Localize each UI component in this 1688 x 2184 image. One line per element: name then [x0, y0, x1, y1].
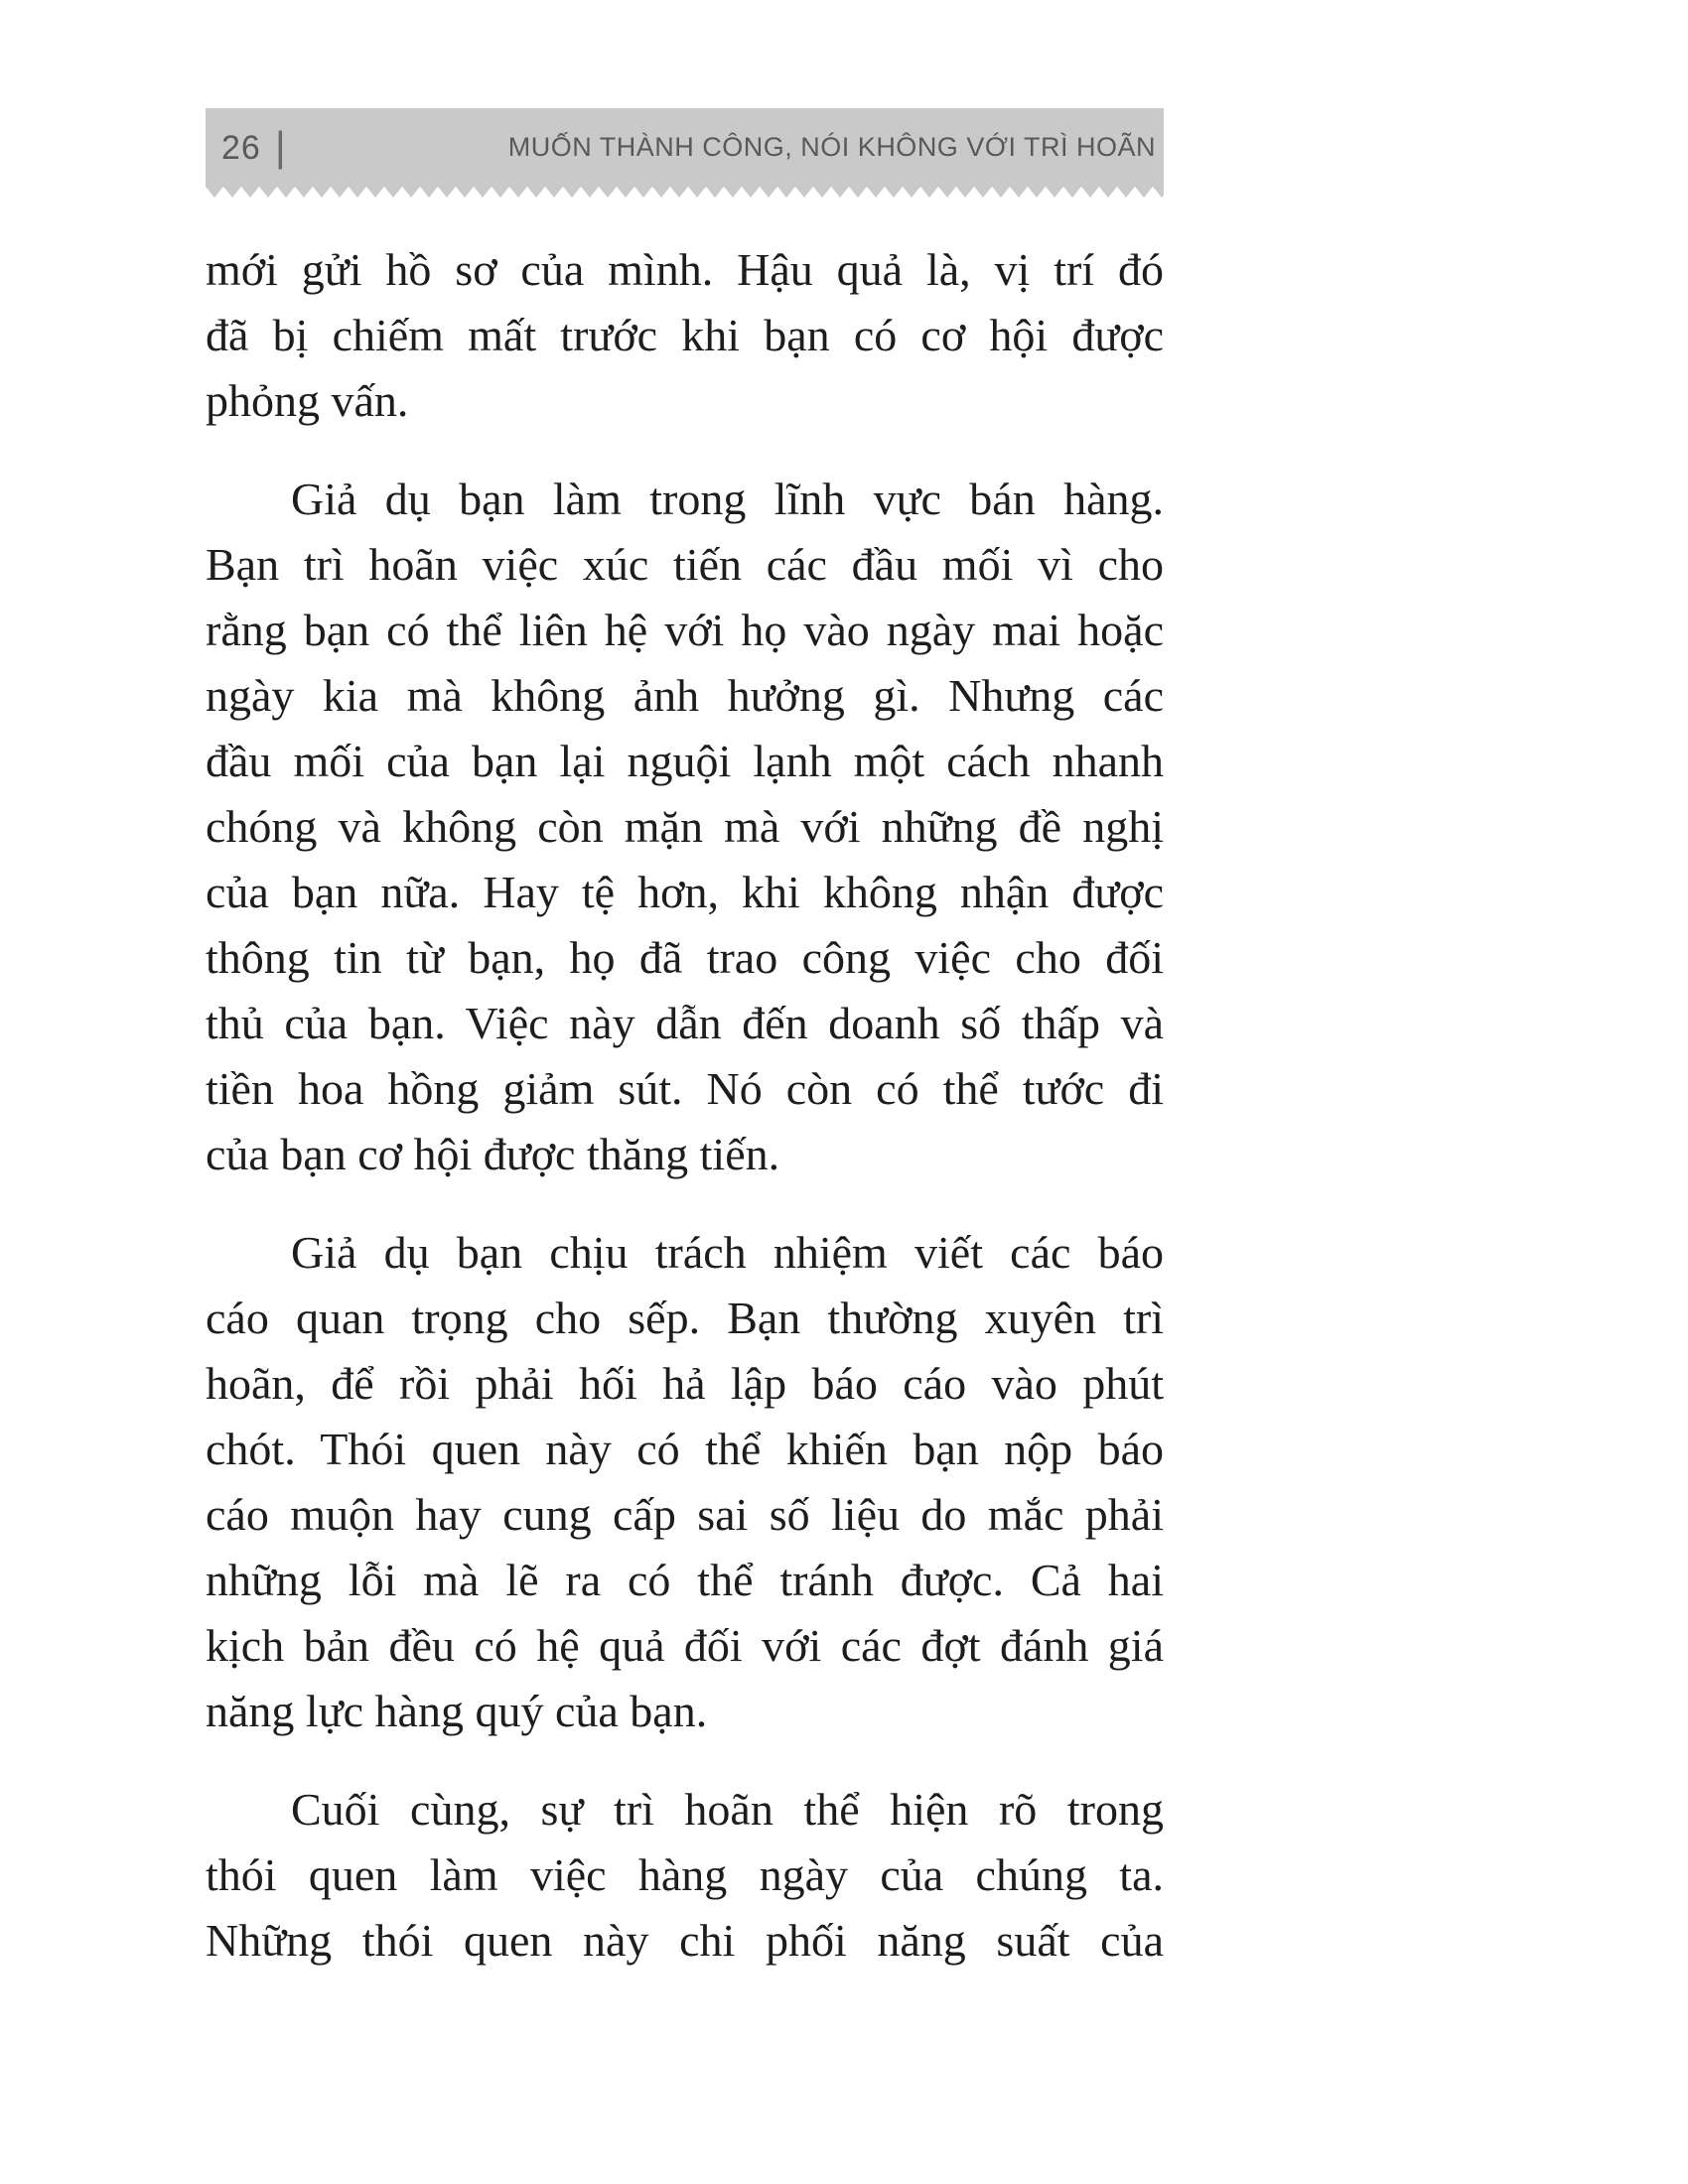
page-number-separator: |	[274, 122, 286, 170]
running-header-bar	[206, 108, 1164, 187]
text-line: Cuối cùng, sự trì hoãn thể hiện rõ trong	[291, 1784, 1164, 1835]
text-line: đã bị chiếm mất trước khi bạn có cơ hội được	[206, 310, 1164, 360]
text-line: năng lực hàng quý của bạn.	[206, 1686, 708, 1736]
text-line: đầu mối của bạn lại nguội lạnh một cách nhanh	[206, 736, 1164, 786]
paragraph	[206, 1777, 1164, 1974]
paragraph	[206, 467, 1164, 1187]
running-title: MUỐN THÀNH CÔNG, NÓI KHÔNG VỚI TRÌ HOÃN	[507, 132, 1156, 162]
text-line: thông tin từ bạn, họ đã trao công việc cho đối	[206, 932, 1164, 983]
paragraph	[206, 237, 1164, 434]
text-line: thủ của bạn. Việc này dẫn đến doanh số thấp và	[206, 998, 1164, 1048]
paragraph	[206, 1220, 1164, 1744]
text-line: mới gửi hồ sơ của mình. Hậu quả là, vị trí đó	[206, 244, 1164, 295]
text-line: thói quen làm việc hàng ngày của chúng ta.	[206, 1849, 1164, 1900]
text-line: kịch bản đều có hệ quả đối với các đợt đánh giá	[206, 1620, 1164, 1671]
text-line: cáo muộn hay cung cấp sai số liệu do mắc phải	[206, 1489, 1164, 1540]
text-line: ngày kia mà không ảnh hưởng gì. Nhưng các	[206, 670, 1164, 721]
body-text-column	[206, 237, 1164, 1974]
text-line: phỏng vấn.	[206, 375, 409, 426]
text-line: Giả dụ bạn làm trong lĩnh vực bán hàng.	[291, 474, 1164, 524]
text-line: Những thói quen này chi phối năng suất của	[206, 1915, 1164, 1966]
text-line: chóng và không còn mặn mà với những đề nghị	[206, 801, 1164, 852]
text-line: Bạn trì hoãn việc xúc tiến các đầu mối vì cho	[206, 539, 1164, 590]
text-line: của bạn nữa. Hay tệ hơn, khi không nhận được	[206, 867, 1164, 917]
text-line: Giả dụ bạn chịu trách nhiệm viết các báo	[291, 1227, 1164, 1278]
text-line: những lỗi mà lẽ ra có thể tránh được. Cả hai	[206, 1555, 1164, 1605]
text-line: của bạn cơ hội được thăng tiến.	[206, 1129, 780, 1179]
text-line: rằng bạn có thể liên hệ với họ vào ngày mai hoặc	[206, 605, 1164, 655]
text-line: hoãn, để rồi phải hối hả lập báo cáo vào phút	[206, 1358, 1164, 1409]
header-left-group	[221, 122, 286, 170]
text-line: chót. Thói quen này có thể khiến bạn nộp báo	[206, 1424, 1164, 1474]
serrated-edge-decoration	[206, 187, 1164, 198]
page-number: 26	[221, 128, 261, 167]
text-line: cáo quan trọng cho sếp. Bạn thường xuyên trì	[206, 1293, 1164, 1343]
text-line: tiền hoa hồng giảm sút. Nó còn có thể tước đi	[206, 1063, 1164, 1114]
